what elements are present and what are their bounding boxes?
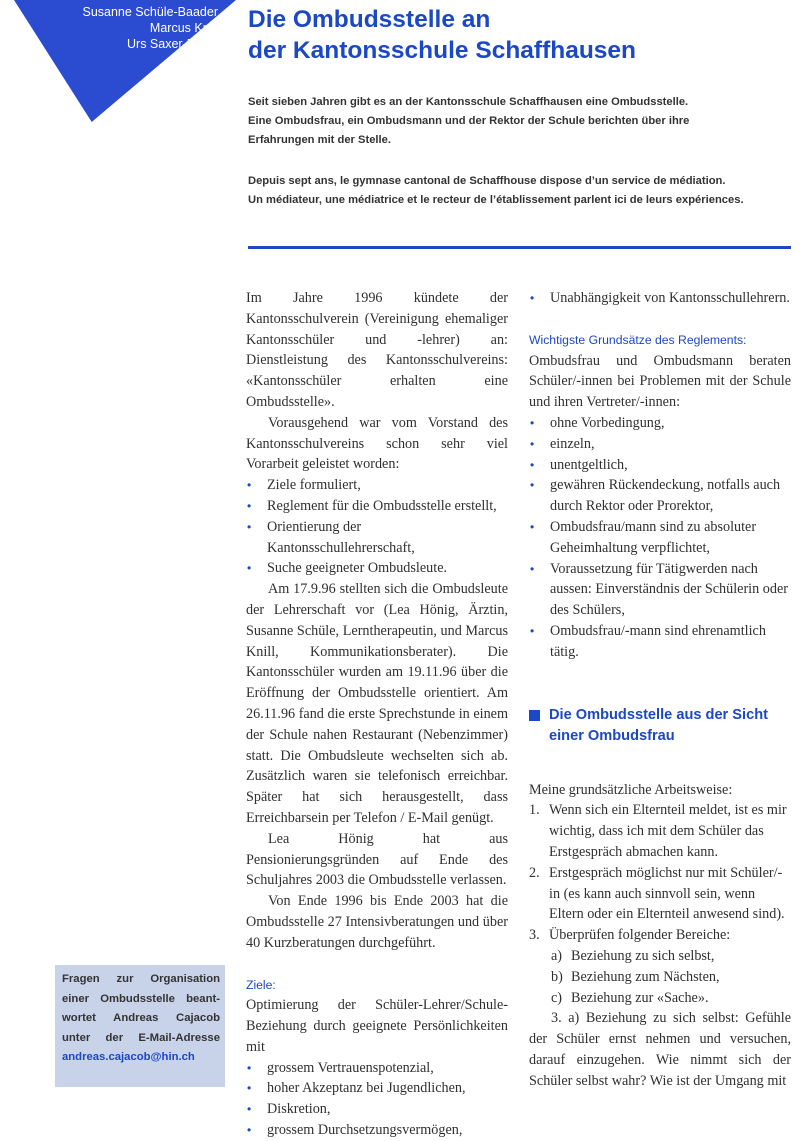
list-item: • ohne Vorbedingung,	[529, 413, 791, 434]
paragraph: Vorausgehend war vom Vorstand des Kantonsschulvereins schon sehr viel Vorarbeit geleistet worden:	[246, 414, 508, 473]
list-item: • einzeln,	[529, 434, 791, 455]
paragraph: Meine grundsätzliche Arbeitsweise:	[529, 781, 733, 798]
paragraph: Von Ende 1996 bis Ende 2003 hat die Ombudsstelle 27 Intensivberatungen und über 40 Kurzberatungen durchgeführt.	[246, 893, 508, 951]
title-line: Die Ombudsstelle an	[248, 6, 491, 33]
subheading-ziele: Ziele:	[246, 977, 276, 992]
list-item: • unentgeltlich,	[529, 455, 791, 476]
bullet-icon: •	[530, 478, 535, 493]
info-line: unter der E-Mail-Adresse	[62, 1031, 220, 1044]
list-item: • grossem Vertrauenspotenzial,	[246, 1058, 508, 1079]
article-title	[248, 4, 636, 66]
bullet-list	[529, 413, 791, 663]
list-item: • Suche geeigneter Ombudsleute.	[246, 558, 508, 579]
bullet-icon: •	[247, 1081, 252, 1096]
sub-list-item: b) Beziehung zum Nächsten,	[551, 968, 720, 985]
list-item: • hoher Akzeptanz bei Jugendlichen,	[246, 1078, 508, 1099]
square-bullet-icon	[529, 710, 540, 721]
paragraph: Lea Hönig hat aus Pensionierungsgründen auf Ende des Schuljahres 2003 die Ombudsstelle verlassen.	[246, 830, 508, 889]
paragraph: Im Jahre 1996 kündete der Kantonsschulverein (Vereinigung ehemaliger Kantonsschüler und -lehrer) an: Dienstleistung des Kantonsschulvereins: «Kantonsschüler erhalten eine Ombudsstelle».	[246, 290, 508, 410]
bullet-list	[246, 1058, 508, 1141]
bullet-icon: •	[530, 415, 535, 430]
list-item: 2. Erstgespräch möglichst nur mit Schüler/-in (es kann auch sinnvoll sein, wenn Eltern oder ein Elternteil anwesend sind).	[529, 864, 785, 923]
list-item: • Ombudsfrau/-mann sind ehrenamtlich tätig.	[530, 622, 766, 660]
author-list	[0, 4, 218, 52]
info-box-text	[62, 970, 220, 1068]
spacer	[529, 663, 791, 705]
title-line: der Kantonsschule Schaffhausen	[248, 37, 637, 64]
list-item: 1. Wenn sich ein Elternteil meldet, ist es mir wichtig, dass ich mit dem Schüler das Erstgespräch abmachen kann.	[529, 802, 787, 860]
paragraph: Ombudsfrau und Ombudsmann beraten Schüler/-innen bei Problemen mit der Schule und ihren Vertreter/-innen:	[529, 352, 791, 411]
author-name: Susanne Schüle-Baader	[82, 5, 218, 19]
list-item: • Orientierung der Kantonsschullehrerschaft,	[247, 518, 415, 556]
bullet-icon: •	[247, 1102, 252, 1117]
author-name: Marcus Knill	[149, 21, 218, 35]
list-item: • Diskretion,	[246, 1099, 508, 1120]
info-line: Fragen zur Organisation	[62, 973, 220, 985]
spacer	[529, 309, 791, 330]
bullet-icon: •	[530, 561, 535, 576]
spacer	[246, 954, 508, 975]
intro-french	[248, 172, 793, 210]
list-item: • Reglement für die Ombudsstelle erstellt,	[246, 496, 508, 517]
paragraph: Am 17.9.96 stellten sich die Ombudsleute der Lehrerschaft vor (Lea Hönig, Ärztin, Susanne Schüle, Lerntherapeutin, und Marcus Knill, Kommunikationsberater). Die Kantonsschüler wurden am 19.11.96 über die Eröffnung der Ombudsstelle orientiert. Am 26.11.96 fand die erste Sprechstunde in einem der Schule nahen Restaurant (Nebenzimmer) statt. Die Ombudsleute wechselten sich ab. Zusätzlich waren sie telefonisch erreichbar. Später hat sich herausgestellt, dass Erreichbarsein per Telefon / E-Mail genügt.	[246, 581, 508, 826]
bullet-list	[529, 288, 791, 309]
info-line: wortet Andreas Cajacob	[62, 1012, 220, 1024]
email-link[interactable]: andreas.cajacob@hin.ch	[62, 1051, 195, 1063]
author-name: Urs Saxer-Büchi	[127, 37, 218, 51]
list-item: • Ziele formuliert,	[246, 475, 508, 496]
intro-line: Erfahrungen mit der Stelle.	[248, 134, 391, 146]
bullet-icon: •	[530, 291, 535, 305]
bullet-icon: •	[247, 519, 252, 534]
spacer	[529, 747, 791, 780]
intro-line: Un médiateur, une médiatrice et le recteur de l’établissement parlent ici de leurs expériences.	[248, 194, 744, 206]
bullet-icon: •	[530, 436, 535, 451]
bullet-icon: •	[530, 457, 535, 472]
bullet-icon: •	[247, 561, 252, 576]
paragraph: 3. a) Beziehung zu sich selbst: Gefühle der Schüler ernst nehmen und versuchen, darauf einzugehen. Wie nimmt sich der Schüler selbst wahr? Wie ist der Umgang mit	[529, 1010, 791, 1089]
list-item: • Unabhängigkeit von Kantonsschullehrern.	[529, 288, 791, 309]
bullet-icon: •	[247, 498, 252, 513]
bullet-icon: •	[247, 1123, 252, 1138]
bullet-icon: •	[247, 1060, 252, 1075]
column-right	[529, 288, 791, 1092]
intro-line: Seit sieben Jahren gibt es an der Kantonsschule Schaffhausen eine Ombudsstelle.	[248, 96, 689, 108]
sub-list-item: c) Beziehung zur «Sache».	[551, 989, 709, 1006]
subheading-grundsaetze: Wichtigste Grundsätze des Reglements:	[529, 332, 747, 347]
paragraph: Optimierung der Schüler-Lehrer/Schule-Beziehung durch geeignete Persönlichkeiten mit	[246, 997, 508, 1055]
numbered-list	[529, 800, 791, 946]
intro-german	[248, 93, 793, 150]
info-line: einer Ombudsstelle beant-	[62, 992, 220, 1005]
list-item: • gewähren Rückendeckung, notfalls auch durch Rektor oder Prorektor,	[530, 477, 781, 515]
list-item: • grossem Durchsetzungsvermögen,	[246, 1120, 508, 1141]
intro-line: Eine Ombudsfrau, ein Ombudsmann und der Rektor der Schule berichten über ihre	[248, 115, 690, 127]
section-heading: Die Ombudsstelle aus der Sicht einer Ombudsfrau	[529, 705, 791, 747]
sub-list	[529, 946, 791, 1008]
bullet-icon: •	[530, 519, 535, 534]
sub-list-item: a) Beziehung zu sich selbst,	[551, 947, 715, 964]
list-item: • Voraussetzung für Tätigwerden nach aussen: Einverständnis der Schülerin oder des Schülers,	[530, 560, 788, 619]
list-item: • Ombudsfrau/mann sind zu absoluter Geheimhaltung verpflichtet,	[530, 518, 757, 556]
bullet-icon: •	[247, 478, 252, 493]
header-divider	[248, 246, 791, 249]
column-left	[246, 288, 508, 1141]
bullet-icon: •	[530, 623, 535, 638]
bullet-list	[246, 475, 508, 579]
intro-line: Depuis sept ans, le gymnase cantonal de Schaffhouse dispose d’un service de médiation.	[248, 175, 726, 187]
list-item: 3. Überprüfen folgender Bereiche:	[529, 927, 731, 944]
